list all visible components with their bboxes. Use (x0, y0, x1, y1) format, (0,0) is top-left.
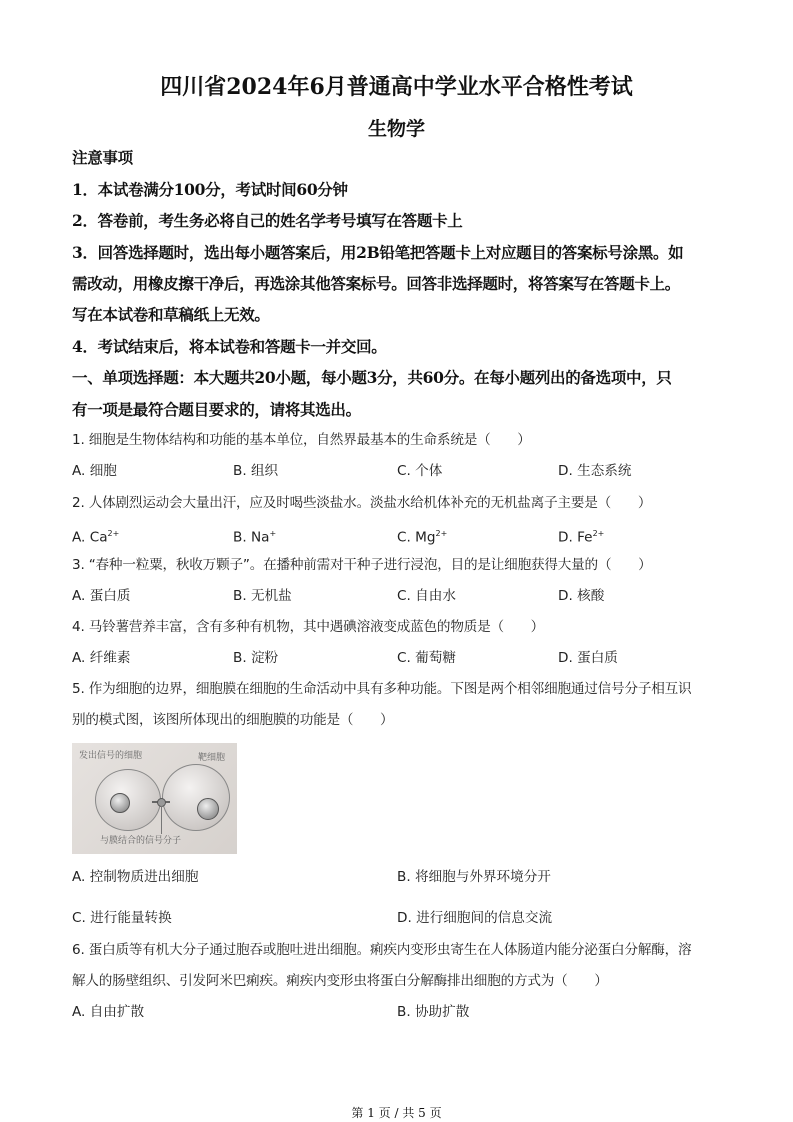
question-stem: 6. 蛋白质等有机大分子通过胞吞或胞吐进出细胞。痢疾内变形虫寄生在人体肠道内能分泌蛋白分解酶，溶 (72, 942, 692, 958)
note-item: 2．答卷前，考生务必将自己的姓名学考号填写在答题卡上 (72, 211, 463, 230)
option-c: C. 自由水 (397, 588, 456, 604)
question-stem: 解人的肠壁组织、引发阿米巴痢疾。痢疾内变形虫将蛋白分解酶排出细胞的方式为（ ） (72, 973, 608, 989)
question-stem: 3. “春种一粒粟，秋收万颗子”。在播种前需对干种子进行浸泡，目的是让细胞获得大量的（ ） (72, 557, 652, 573)
question-stem: 4. 马铃薯营养丰富，含有多种有机物，其中遇碘溶液变成蓝色的物质是（ ） (72, 619, 545, 635)
option-a: A. $Ca^{2+}$ (72, 529, 120, 546)
cell-signaling-figure (72, 743, 237, 854)
nucleus (110, 793, 130, 813)
option-c: C. $Mg^{2+}$ (397, 529, 448, 546)
option-b: B. 将细胞与外界环境分开 (397, 869, 551, 885)
option-c: C. 个体 (397, 463, 443, 479)
option-b: B. 协助扩散 (397, 1004, 470, 1020)
pointer-line (161, 806, 162, 834)
page-footer: 第 1 页 / 共 5 页 (351, 1106, 442, 1120)
target-cell (162, 764, 230, 831)
option-b: B. Na+ (233, 529, 277, 546)
option-d: D. 蛋白质 (558, 650, 618, 666)
notes-heading: 注意事项 (72, 148, 133, 167)
note-item: 4．考试结束后，将本试卷和答题卡一并交回。 (72, 337, 387, 356)
exam-title: 四川省2024年6月普通高中学业水平合格性考试 (160, 74, 633, 100)
option-d: D. 核酸 (558, 588, 605, 604)
question-stem: 5. 作为细胞的边界，细胞膜在细胞的生命活动中具有多种功能。下图是两个相邻细胞通过信号分子相互识 (72, 681, 692, 697)
figure-label: 与膜结合的信号分子 (100, 836, 182, 846)
question-stem: 别的模式图，该图所体现出的细胞膜的功能是（ ） (72, 712, 394, 728)
option-d: D. $Fe^{2+}$ (558, 529, 605, 546)
option-b: B. 组织 (233, 463, 279, 479)
question-stem: 1. 细胞是生物体结构和功能的基本单位，自然界最基本的生命系统是（ ） (72, 432, 531, 448)
option-b: B. 无机盐 (233, 588, 292, 604)
option-a: A. 自由扩散 (72, 1004, 145, 1020)
option-a: A. 纤维素 (72, 650, 131, 666)
option-a: A. 细胞 (72, 463, 117, 479)
figure-label: 发出信号的细胞 (79, 751, 143, 761)
section-heading: 有一项是最符合题目要求的，请将其选出。 (72, 400, 361, 419)
note-item: 3．回答选择题时，选出每小题答案后，用2B铅笔把答题卡上对应题目的答案标号涂黑。如 (72, 243, 684, 262)
option-c: C. 葡萄糖 (397, 650, 456, 666)
option-a: A. 控制物质进出细胞 (72, 869, 199, 885)
figure-label: 靶细胞 (198, 753, 226, 763)
option-d: D. 生态系统 (558, 463, 632, 479)
option-b: B. 淀粉 (233, 650, 279, 666)
nucleus (197, 798, 219, 820)
question-stem: 2. 人体剧烈运动会大量出汗，应及时喝些淡盐水。淡盐水给机体补充的无机盐离子主要是（ ） (72, 495, 652, 511)
note-item: 写在本试卷和草稿纸上无效。 (72, 305, 270, 324)
option-c: C. 进行能量转换 (72, 910, 172, 926)
option-d: D. 进行细胞间的信息交流 (397, 910, 553, 926)
note-item: 1．本试卷满分100分，考试时间60分钟 (72, 180, 348, 199)
exam-subject: 生物学 (367, 118, 425, 140)
note-item: 需改动，用橡皮擦干净后，再选涂其他答案标号。回答非选择题时，将答案写在答题卡上。 (72, 274, 681, 293)
option-a: A. 蛋白质 (72, 588, 131, 604)
section-heading: 一、单项选择题：本大题共20小题，每小题3分，共60分。在每小题列出的备选项中，只 (72, 368, 672, 387)
